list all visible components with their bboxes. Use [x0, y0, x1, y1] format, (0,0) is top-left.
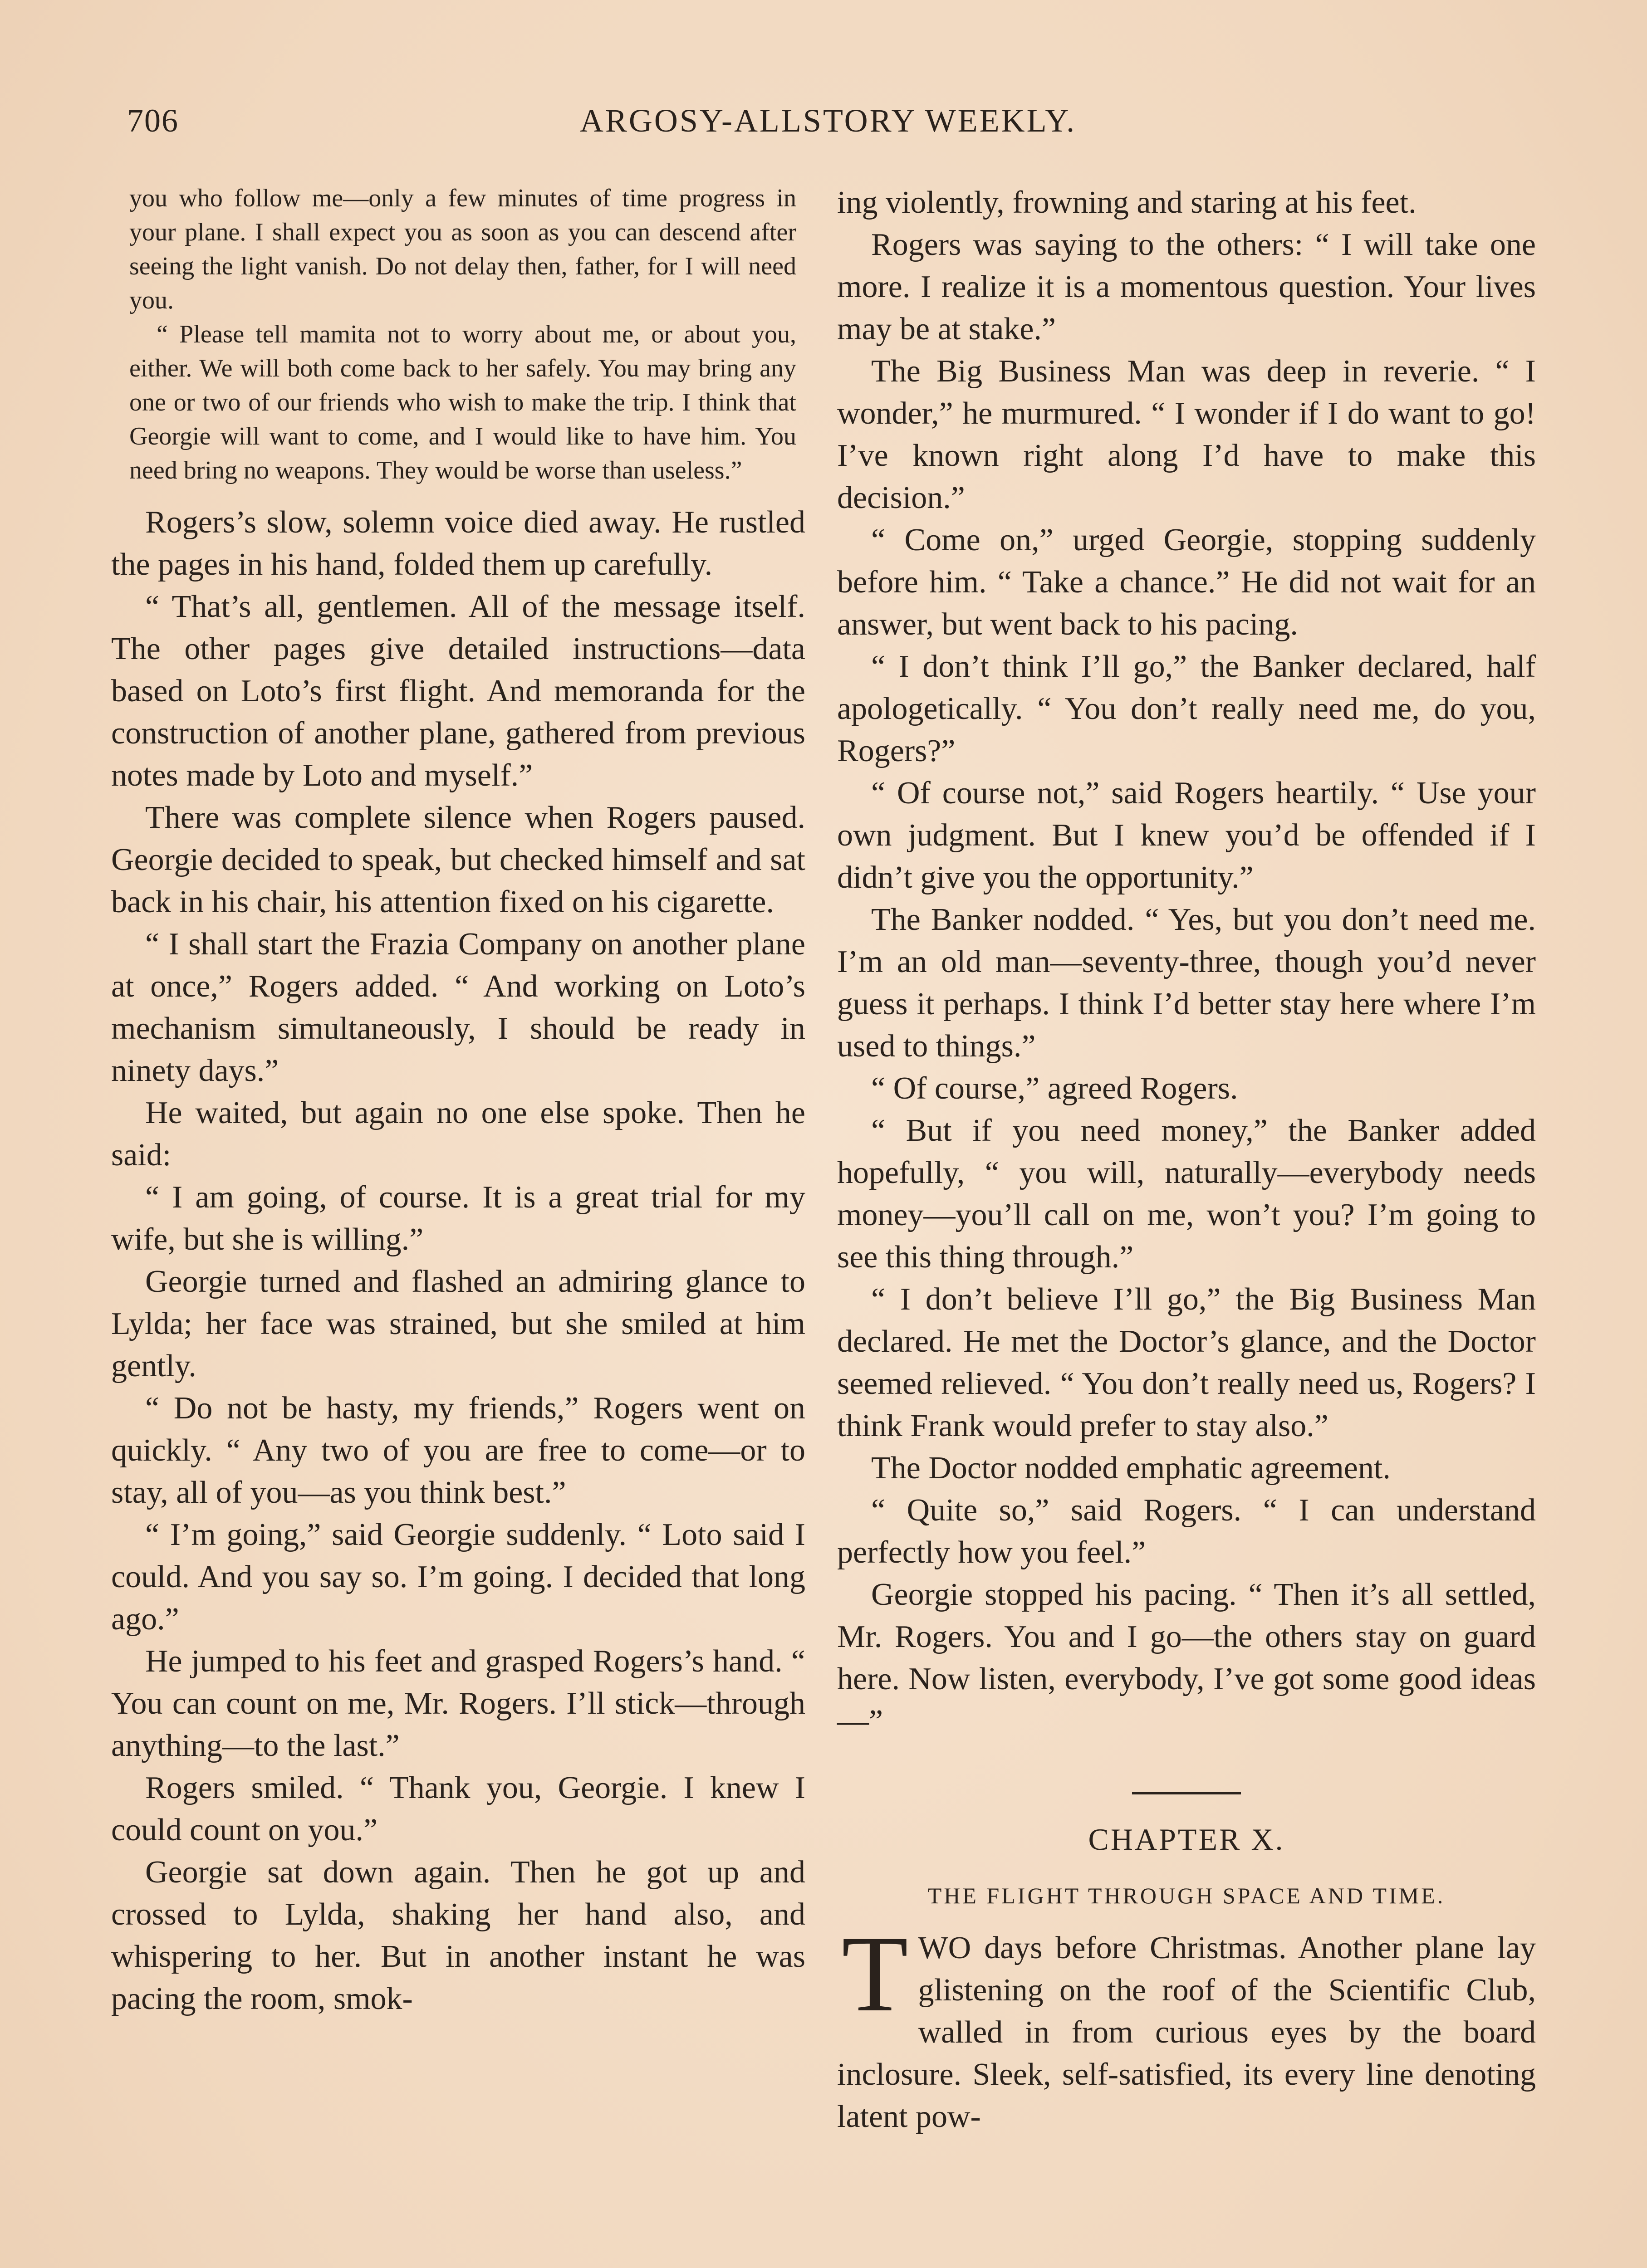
letter-excerpt [111, 181, 805, 488]
paragraph: Rogers’s slow, solemn voice died away. He rustled the pages in his hand, folded them up carefully. [111, 505, 805, 582]
paragraph: Georgie stopped his pacing. “ Then it’s all settled, Mr. Rogers. You and I go—the others stay on guard here. Now listen, everybody, I’ve got some good ideas—” [837, 1577, 1536, 1739]
paragraph: “ I don’t believe I’ll go,” the Big Business Man declared. He met the Doctor’s glance, and the Doctor seemed relieved. “ You don’t really need us, Rogers? I think Frank would prefer to stay also.” [837, 1282, 1536, 1443]
paragraph: He waited, but again no one else spoke. Then he said: [111, 1095, 805, 1173]
paragraph: “ Of course,” agreed Rogers. [871, 1071, 1238, 1106]
paragraph: Rogers smiled. “ Thank you, Georgie. I knew I could count on you.” [111, 1770, 805, 1848]
drop-cap: T [842, 1913, 908, 2034]
paragraph: “ Quite so,” said Rogers. “ I can understand perfectly how you feel.” [837, 1493, 1536, 1570]
right-body-text [837, 181, 1536, 1742]
paragraph: The Doctor nodded emphatic agreement. [871, 1451, 1391, 1486]
paragraph: “ I don’t think I’ll go,” the Banker declared, half apologetically. “ You don’t really need me, do you, Rogers?” [837, 649, 1536, 768]
paragraph: The Banker nodded. “ Yes, but you don’t need me. I’m an old man—seventy-three, though you’d never guess it perhaps. I think I’d better stay here where I’m used to things.” [837, 902, 1536, 1064]
letter-paragraph: you who follow me—only a few minutes of time progress in your plane. I shall expect you as soon as you can descend after seeing the light vanish. Do not delay then, father, for I will need you. [129, 184, 796, 314]
letter-paragraph: “ Please tell mamita not to worry about me, or about you, either. We will both come back to her safely. You may bring any one or two of our friends who wish to make the trip. I think that Georgie will want to come, and I would like to have him. You need bring no weapons. They would be worse than useless.” [129, 320, 796, 484]
paragraph: There was complete silence when Rogers paused. Georgie decided to speak, but checked himself and sat back in his chair, his attention fixed on his cigarette. [111, 800, 805, 919]
paragraph: “ I shall start the Frazia Company on another plane at once,” Rogers added. “ And working on Loto’s mechanism simultaneously, I should be ready in ninety days.” [111, 927, 805, 1088]
paragraph: “ Come on,” urged Georgie, stopping suddenly before him. “ Take a chance.” He did not wait for an answer, but went back to his pacing. [837, 523, 1536, 642]
paragraph: “ I am going, of course. It is a great trial for my wife, but she is willing.” [111, 1180, 805, 1257]
paragraph: ing violently, frowning and staring at his feet. [837, 185, 1417, 220]
opening-text: WO days before Christmas. Another plane lay glistening on the roof of the Scientific Club, walled in from curious eyes by the board inclosure. Sleek, self-satisfied, its every line denoting latent pow- [837, 1931, 1536, 2134]
chapter-title: CHAPTER X. [1088, 1822, 1285, 1857]
paragraph: He jumped to his feet and grasped Rogers’s hand. “ You can count on me, Mr. Rogers. I’ll stick—through anything—to the last.” [111, 1644, 805, 1763]
section-divider [1132, 1792, 1241, 1794]
paragraph: Rogers was saying to the others: “ I will take one more. I realize it is a momentous question. Your lives may be at stake.” [837, 227, 1536, 347]
paragraph: Georgie sat down again. Then he got up and crossed to Lylda, shaking her hand also, and whispering to her. But in another instant he was pacing the room, smok- [111, 1855, 805, 2016]
paragraph: “ Do not be hasty, my friends,” Rogers went on quickly. “ Any two of you are free to come—or to stay, all of you—as you think best.” [111, 1391, 805, 1510]
chapter-subtitle: THE FLIGHT THROUGH SPACE AND TIME. [927, 1883, 1446, 1908]
running-title: ARGOSY-ALLSTORY WEEKLY. [579, 103, 1077, 139]
page-number: 706 [127, 103, 179, 139]
page-header [113, 102, 1543, 152]
paragraph: Georgie turned and flashed an admiring glance to Lylda; her face was strained, but she smiled at him gently. [111, 1264, 805, 1383]
paragraph: “ Of course not,” said Rogers heartily. “ Use your own judgment. But I knew you’d be offended if I didn’t give you the opportunity.” [837, 776, 1536, 895]
paragraph: “ But if you need money,” the Banker added hopefully, “ you will, naturally—everybody needs money—you’ll call on me, won’t you? I’m going to see this thing through.” [837, 1113, 1536, 1275]
left-body-text [111, 501, 805, 2020]
chapter-opening-paragraph [837, 1913, 1536, 2138]
paragraph: “ I’m going,” said Georgie suddenly. “ Loto said I could. And you say so. I’m going. I decided that long ago.” [111, 1517, 805, 1637]
paragraph: “ That’s all, gentlemen. All of the message itself. The other pages give detailed instructions—data based on Loto’s first flight. And memoranda for the construction of another plane, gathered from previous notes made by Loto and myself.” [111, 589, 805, 793]
left-column [111, 181, 805, 2020]
right-column [837, 181, 1536, 2138]
paragraph: The Big Business Man was deep in reverie. “ I wonder,” he murmured. “ I wonder if I do want to go! I’ve known right along I’d have to make this decision.” [837, 354, 1536, 515]
